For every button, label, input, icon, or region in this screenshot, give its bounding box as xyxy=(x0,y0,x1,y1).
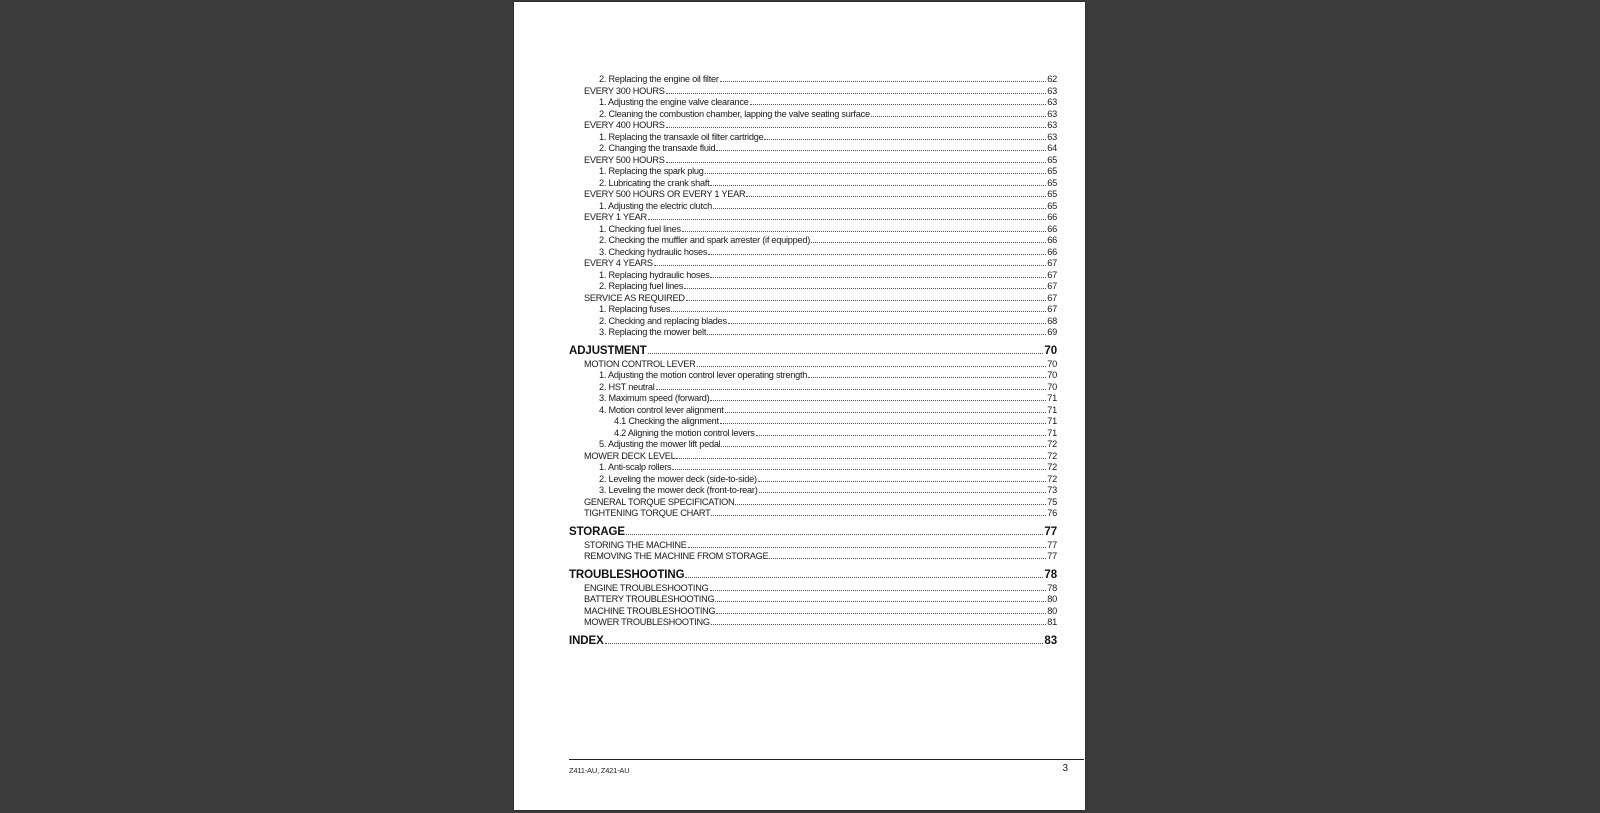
toc-dot-leader xyxy=(720,423,1046,424)
toc-dot-leader xyxy=(705,173,1047,174)
toc-entry-label: TIGHTENING TORQUE CHART xyxy=(584,508,711,518)
toc-entry-label: 1. Adjusting the electric clutch xyxy=(599,200,713,211)
toc-dot-leader xyxy=(716,150,1046,151)
toc-entry[interactable] xyxy=(569,189,1057,201)
toc-entry-label: INDEX xyxy=(569,634,604,647)
toc-entry[interactable] xyxy=(569,617,1057,629)
toc-entry-label: 2. Replacing fuel lines xyxy=(599,281,684,291)
toc-entry-page: 76 xyxy=(1047,508,1057,518)
toc-entry[interactable] xyxy=(569,132,1057,144)
toc-dot-leader xyxy=(648,219,1046,220)
toc-entry-label: EVERY 400 HOURS xyxy=(584,120,665,130)
toc-entry[interactable] xyxy=(569,485,1057,497)
footer-divider xyxy=(569,759,1084,760)
toc-entry-page: 73 xyxy=(1047,485,1057,495)
toc-dot-leader xyxy=(686,300,1046,301)
toc-dot-leader xyxy=(710,185,1046,186)
toc-entry[interactable] xyxy=(569,120,1057,132)
toc-entry-label: 2. Replacing the engine oil filter xyxy=(599,74,719,84)
toc-entry-page: 63 xyxy=(1047,85,1057,96)
toc-entry[interactable] xyxy=(569,201,1057,213)
toc-entry[interactable] xyxy=(569,594,1057,606)
footer-page-number: 3 xyxy=(1062,763,1068,774)
toc-entry-page: 78 xyxy=(1044,568,1057,581)
toc-entry-label: 2. Lubricating the crank shaft xyxy=(599,177,710,188)
toc-dot-leader xyxy=(671,311,1046,312)
toc-entry-label: 3. Replacing the mower belt xyxy=(599,327,707,337)
toc-entry[interactable] xyxy=(569,109,1057,121)
toc-dot-leader xyxy=(715,601,1046,602)
toc-entry-label: EVERY 300 HOURS xyxy=(584,85,665,96)
toc-entry-label: 2. Checking the muffler and spark arrester (if equipped) xyxy=(599,235,811,245)
toc-entry[interactable] xyxy=(569,428,1057,440)
toc-entry[interactable] xyxy=(569,281,1057,293)
toc-entry[interactable] xyxy=(569,143,1057,155)
footer-model: Z411-AU, Z421-AU xyxy=(569,766,630,775)
toc-entry-label: 2. Leveling the mower deck (side-to-side) xyxy=(599,473,757,484)
toc-dot-leader xyxy=(735,504,1046,505)
toc-entry-label: 2. HST neutral xyxy=(599,381,655,392)
toc-dot-leader xyxy=(626,534,1043,535)
toc-entry-label: 1. Replacing hydraulic hoses xyxy=(599,269,710,280)
toc-dot-leader xyxy=(666,127,1047,128)
toc-dot-leader xyxy=(710,590,1047,591)
toc-entry-label: 4.2 Aligning the motion control levers xyxy=(614,427,755,438)
toc-entry-page: 65 xyxy=(1047,154,1057,165)
toc-entry-page: 71 xyxy=(1047,427,1057,438)
toc-entry-label: EVERY 4 YEARS xyxy=(584,258,653,268)
toc-entry-label: 1. Replacing the transaxle oil filter cartridge xyxy=(599,131,764,142)
toc-entry-label: 1. Adjusting the motion control lever operating strength xyxy=(599,370,808,380)
table-of-contents xyxy=(569,74,1057,649)
toc-entry-page: 66 xyxy=(1047,246,1057,257)
toc-dot-leader xyxy=(811,242,1046,243)
toc-entry[interactable] xyxy=(569,316,1057,328)
toc-entry-page: 63 xyxy=(1047,108,1057,119)
toc-entry-page: 65 xyxy=(1047,177,1057,188)
toc-dot-leader xyxy=(697,366,1047,367)
toc-entry-page: 71 xyxy=(1047,416,1057,426)
toc-entry-page: 69 xyxy=(1047,327,1057,337)
toc-dot-leader xyxy=(746,196,1046,197)
toc-dot-leader xyxy=(666,162,1047,163)
toc-entry-label: SERVICE AS REQUIRED xyxy=(584,292,685,303)
toc-entry-page: 80 xyxy=(1047,594,1057,604)
toc-entry[interactable] xyxy=(569,540,1057,552)
toc-entry-page: 67 xyxy=(1047,292,1057,303)
toc-entry[interactable] xyxy=(569,155,1057,167)
toc-dot-leader xyxy=(605,643,1044,644)
toc-dot-leader xyxy=(682,231,1046,232)
toc-entry-page: 67 xyxy=(1047,281,1057,291)
toc-entry-page: 67 xyxy=(1047,304,1057,314)
toc-entry[interactable] xyxy=(569,393,1057,405)
toc-dot-leader xyxy=(725,412,1047,413)
toc-dot-leader xyxy=(750,104,1047,105)
toc-entry[interactable] xyxy=(569,382,1057,394)
toc-dot-leader xyxy=(756,435,1047,436)
toc-entry-page: 71 xyxy=(1047,404,1057,415)
toc-dot-leader xyxy=(710,277,1046,278)
toc-dot-leader xyxy=(758,481,1047,482)
toc-dot-leader xyxy=(764,139,1046,140)
toc-entry-page: 70 xyxy=(1047,370,1057,380)
toc-entry[interactable] xyxy=(569,508,1057,520)
toc-entry-page: 64 xyxy=(1047,143,1057,153)
toc-dot-leader xyxy=(721,446,1046,447)
toc-entry-label: 1. Checking fuel lines xyxy=(599,223,681,234)
toc-entry-page: 66 xyxy=(1047,212,1057,222)
toc-entry-label: MOWER TROUBLESHOOTING xyxy=(584,617,710,627)
toc-entry-page: 83 xyxy=(1044,634,1057,647)
toc-entry[interactable] xyxy=(569,97,1057,109)
toc-entry-page: 78 xyxy=(1047,582,1057,593)
toc-entry-page: 72 xyxy=(1047,462,1057,472)
toc-dot-leader xyxy=(656,389,1047,390)
toc-dot-leader xyxy=(654,265,1047,266)
toc-entry[interactable] xyxy=(569,224,1057,236)
toc-entry-label: 1. Replacing the spark plug xyxy=(599,166,704,176)
toc-entry[interactable] xyxy=(569,247,1057,259)
toc-dot-leader xyxy=(711,624,1046,625)
toc-dot-leader xyxy=(808,377,1046,378)
toc-entry-label: ENGINE TROUBLESHOOTING xyxy=(584,582,709,593)
toc-entry[interactable] xyxy=(569,405,1057,417)
toc-entry-label: 2. Checking and replacing blades xyxy=(599,315,727,326)
toc-entry-label: 1. Replacing fuses xyxy=(599,304,671,314)
toc-entry-label: 2. Cleaning the combustion chamber, lapping the valve seating surface xyxy=(599,108,870,119)
toc-entry-page: 67 xyxy=(1047,269,1057,280)
toc-dot-leader xyxy=(648,353,1044,354)
toc-entry-page: 63 xyxy=(1047,97,1057,107)
toc-entry-page: 65 xyxy=(1047,166,1057,176)
toc-dot-leader xyxy=(672,469,1046,470)
toc-entry[interactable] xyxy=(569,359,1057,371)
toc-entry[interactable] xyxy=(569,270,1057,282)
toc-entry-label: 3. Checking hydraulic hoses xyxy=(599,246,708,257)
toc-entry[interactable] xyxy=(569,166,1057,178)
toc-entry[interactable] xyxy=(569,327,1057,339)
toc-entry-label: 2. Changing the transaxle fluid xyxy=(599,143,716,153)
toc-entry-page: 77 xyxy=(1044,525,1057,538)
toc-entry[interactable] xyxy=(569,74,1057,86)
toc-dot-leader xyxy=(728,323,1046,324)
toc-entry[interactable] xyxy=(569,462,1057,474)
toc-entry-label: 1. Adjusting the engine valve clearance xyxy=(599,97,749,107)
toc-entry-page: 80 xyxy=(1047,605,1057,616)
toc-dot-leader xyxy=(707,334,1046,335)
toc-entry-label: ADJUSTMENT xyxy=(569,344,647,357)
toc-dot-leader xyxy=(688,547,1047,548)
toc-entry-page: 62 xyxy=(1047,74,1057,84)
toc-entry-page: 77 xyxy=(1047,539,1057,550)
toc-entry-page: 75 xyxy=(1047,496,1057,507)
toc-dot-leader xyxy=(685,577,1043,578)
toc-entry-page: 68 xyxy=(1047,315,1057,326)
toc-entry[interactable] xyxy=(569,451,1057,463)
toc-entry[interactable] xyxy=(569,86,1057,98)
toc-entry-label: REMOVING THE MACHINE FROM STORAGE xyxy=(584,551,769,561)
toc-entry-label: 5. Adjusting the mower lift pedal xyxy=(599,439,721,449)
toc-entry[interactable] xyxy=(569,497,1057,509)
toc-entry-label: BATTERY TROUBLESHOOTING xyxy=(584,594,715,604)
toc-entry[interactable] xyxy=(569,258,1057,270)
toc-dot-leader xyxy=(710,400,1046,401)
toc-dot-leader xyxy=(666,93,1047,94)
toc-entry-label: STORING THE MACHINE xyxy=(584,539,687,550)
toc-dot-leader xyxy=(676,458,1046,459)
toc-entry[interactable] xyxy=(569,178,1057,190)
toc-entry-page: 63 xyxy=(1047,131,1057,142)
toc-entry-label: TROUBLESHOOTING xyxy=(569,568,685,581)
toc-entry-page: 66 xyxy=(1047,223,1057,234)
toc-entry-page: 70 xyxy=(1047,358,1057,369)
toc-entry-label: MACHINE TROUBLESHOOTING xyxy=(584,605,716,616)
toc-entry[interactable] xyxy=(569,551,1057,563)
toc-dot-leader xyxy=(720,81,1047,82)
toc-entry-page: 65 xyxy=(1047,200,1057,211)
toc-dot-leader xyxy=(769,558,1046,559)
toc-dot-leader xyxy=(716,613,1046,614)
toc-entry-label: 4. Motion control lever alignment xyxy=(599,404,724,415)
toc-dot-leader xyxy=(871,116,1046,117)
toc-dot-leader xyxy=(759,492,1047,493)
toc-entry-page: 81 xyxy=(1047,617,1057,627)
toc-entry-label: EVERY 500 HOURS xyxy=(584,154,665,165)
toc-entry-label: 3. Maximum speed (forward) xyxy=(599,393,710,403)
toc-entry-label: MOTION CONTROL LEVER xyxy=(584,358,696,369)
toc-entry-page: 66 xyxy=(1047,235,1057,245)
toc-entry-label: STORAGE xyxy=(569,525,625,538)
toc-entry[interactable] xyxy=(569,235,1057,247)
toc-entry-label: EVERY 1 YEAR xyxy=(584,212,647,222)
toc-section-heading[interactable] xyxy=(569,568,1057,582)
toc-entry-page: 70 xyxy=(1047,381,1057,392)
document-page xyxy=(514,2,1085,810)
toc-entry[interactable] xyxy=(569,293,1057,305)
toc-entry[interactable] xyxy=(569,416,1057,428)
toc-entry-page: 70 xyxy=(1044,344,1057,357)
toc-entry-label: 1. Anti-scalp rollers xyxy=(599,462,672,472)
toc-entry-page: 72 xyxy=(1047,450,1057,461)
toc-entry[interactable] xyxy=(569,304,1057,316)
toc-entry-page: 71 xyxy=(1047,393,1057,403)
toc-entry-label: MOWER DECK LEVEL xyxy=(584,450,676,461)
toc-entry-page: 65 xyxy=(1047,189,1057,199)
toc-entry-label: 3. Leveling the mower deck (front-to-rear) xyxy=(599,485,758,495)
toc-entry[interactable] xyxy=(569,370,1057,382)
toc-dot-leader xyxy=(711,515,1046,516)
toc-dot-leader xyxy=(708,254,1046,255)
toc-entry-label: 4.1 Checking the alignment xyxy=(614,416,719,426)
toc-entry[interactable] xyxy=(569,474,1057,486)
toc-entry-page: 67 xyxy=(1047,258,1057,268)
toc-entry[interactable] xyxy=(569,439,1057,451)
toc-entry-label: EVERY 500 HOURS OR EVERY 1 YEAR xyxy=(584,189,746,199)
toc-entry-page: 72 xyxy=(1047,439,1057,449)
toc-dot-leader xyxy=(684,288,1046,289)
toc-entry-page: 72 xyxy=(1047,473,1057,484)
toc-entry[interactable] xyxy=(569,212,1057,224)
toc-entry[interactable] xyxy=(569,606,1057,618)
toc-entry-page: 77 xyxy=(1047,551,1057,561)
toc-dot-leader xyxy=(713,208,1046,209)
toc-section-heading[interactable] xyxy=(569,525,1057,539)
toc-section-heading[interactable] xyxy=(569,344,1057,358)
toc-entry-label: GENERAL TORQUE SPECIFICATION xyxy=(584,496,735,507)
toc-entry-page: 63 xyxy=(1047,120,1057,130)
toc-section-heading[interactable] xyxy=(569,634,1057,648)
toc-entry[interactable] xyxy=(569,583,1057,595)
